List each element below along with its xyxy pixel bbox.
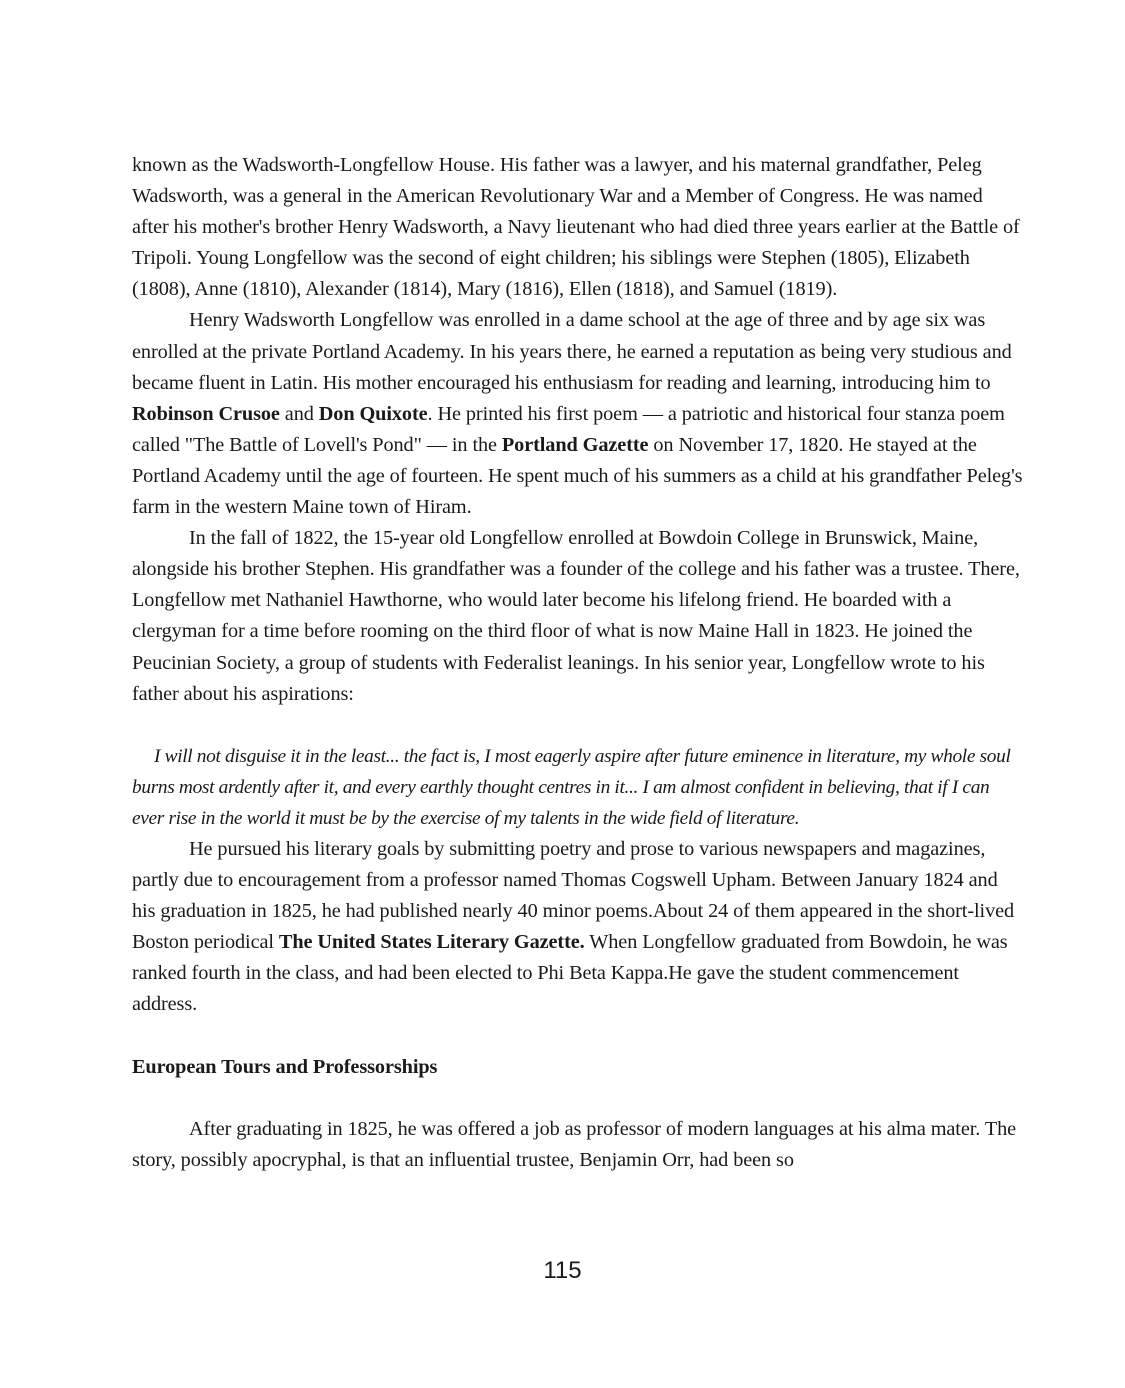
newspaper-title-portland-gazette: Portland Gazette (501, 433, 649, 456)
paragraph-text: . He printed his first poem — a patriotic and historical four stanza poem called "The Battle of Lovell's Pond" — in the (132, 402, 1005, 456)
paragraph-text: Henry Wadsworth Longfellow was enrolled in a dame school at the age of three and by age six was enrolled at the private Portland Academy. In his years there, he earned a reputation as being very studious and became fluent in Latin. His mother encouraged his enthusiasm for reading and learning, introducing him to (132, 309, 1012, 394)
book-title-don-quixote: Don Quixote (318, 402, 428, 425)
section-heading: European Tours and Professorships (132, 1055, 438, 1078)
paragraph-professorship: After graduating in 1825, he was offered a job as professor of modern languages at his alma mater. The story, possibly apocryphal, is that an influential trustee, Benjamin Orr, had been so (132, 1117, 1017, 1171)
paragraph-early-education (132, 305, 1023, 523)
paragraph-bowdoin-college: In the fall of 1822, the 15-year old Longfellow enrolled at Bowdoin College in Brunswick, Maine, alongside his brother Stephen. His grandfather was a founder of the college and his father was a trustee. There, Longfellow met Nathaniel Hawthorne, who would later become his lifelong friend. He boarded with a clergyman for a time before rooming on the third floor of what is now Maine Hall in 1823. He joined the Peucinian Society, a group of students with Federalist leanings. In his senior year, Longfellow wrote to his father about his aspirations: (132, 527, 1020, 705)
paragraph-wadsworth-house: known as the Wadsworth-Longfellow House. His father was a lawyer, and his maternal grandfather, Peleg Wadsworth, was a general in the American Revolutionary War and a Member of Congress. He was named after his mother's brother Henry Wadsworth, a Navy lieutenant who had died three years earlier at the Battle of Tripoli. Young Longfellow was the second of eight children; his siblings were Stephen (1805), Elizabeth (1808), Anne (1810), Alexander (1814), Mary (1816), Ellen (1818), and Samuel (1819). (132, 154, 1020, 301)
page-body (132, 150, 1023, 1176)
paragraph-text: When Longfellow graduated from Bowdoin, he was ranked fourth in the class, and had been elected to Phi Beta Kappa.He gave the student commencement address. (132, 931, 1008, 1016)
paragraph-text: He pursued his literary goals by submitting poetry and prose to various newspapers and magazines, partly due to encouragement from a professor named Thomas Cogswell Upham. Between January 1824 and his graduation in 1825, he had published nearly 40 minor poems.About 24 of them appeared in the short-lived Boston periodical (132, 837, 1015, 954)
paragraph-literary-goals (132, 834, 1023, 1021)
page-number: 115 (543, 1257, 582, 1284)
periodical-title-literary-gazette: The United States Literary Gazette. (278, 931, 585, 954)
paragraph-text: and (279, 402, 319, 425)
book-title-robinson-crusoe: Robinson Crusoe (132, 402, 280, 425)
block-quote: I will not disguise it in the least... the fact is, I most eagerly aspire after future eminence in literature, my whole soul burns most ardently after it, and every earthly thought centres in it... I am almost confident in believing, that if I can ever rise in the world it must be by the exercise of my talents in the wide field of literature. (132, 745, 1011, 829)
paragraph-text: on November 17, 1820. He stayed at the Portland Academy until the age of fourteen. He spent much of his summers as a child at his grandfather Peleg's farm in the western Maine town of Hiram. (132, 433, 1023, 519)
